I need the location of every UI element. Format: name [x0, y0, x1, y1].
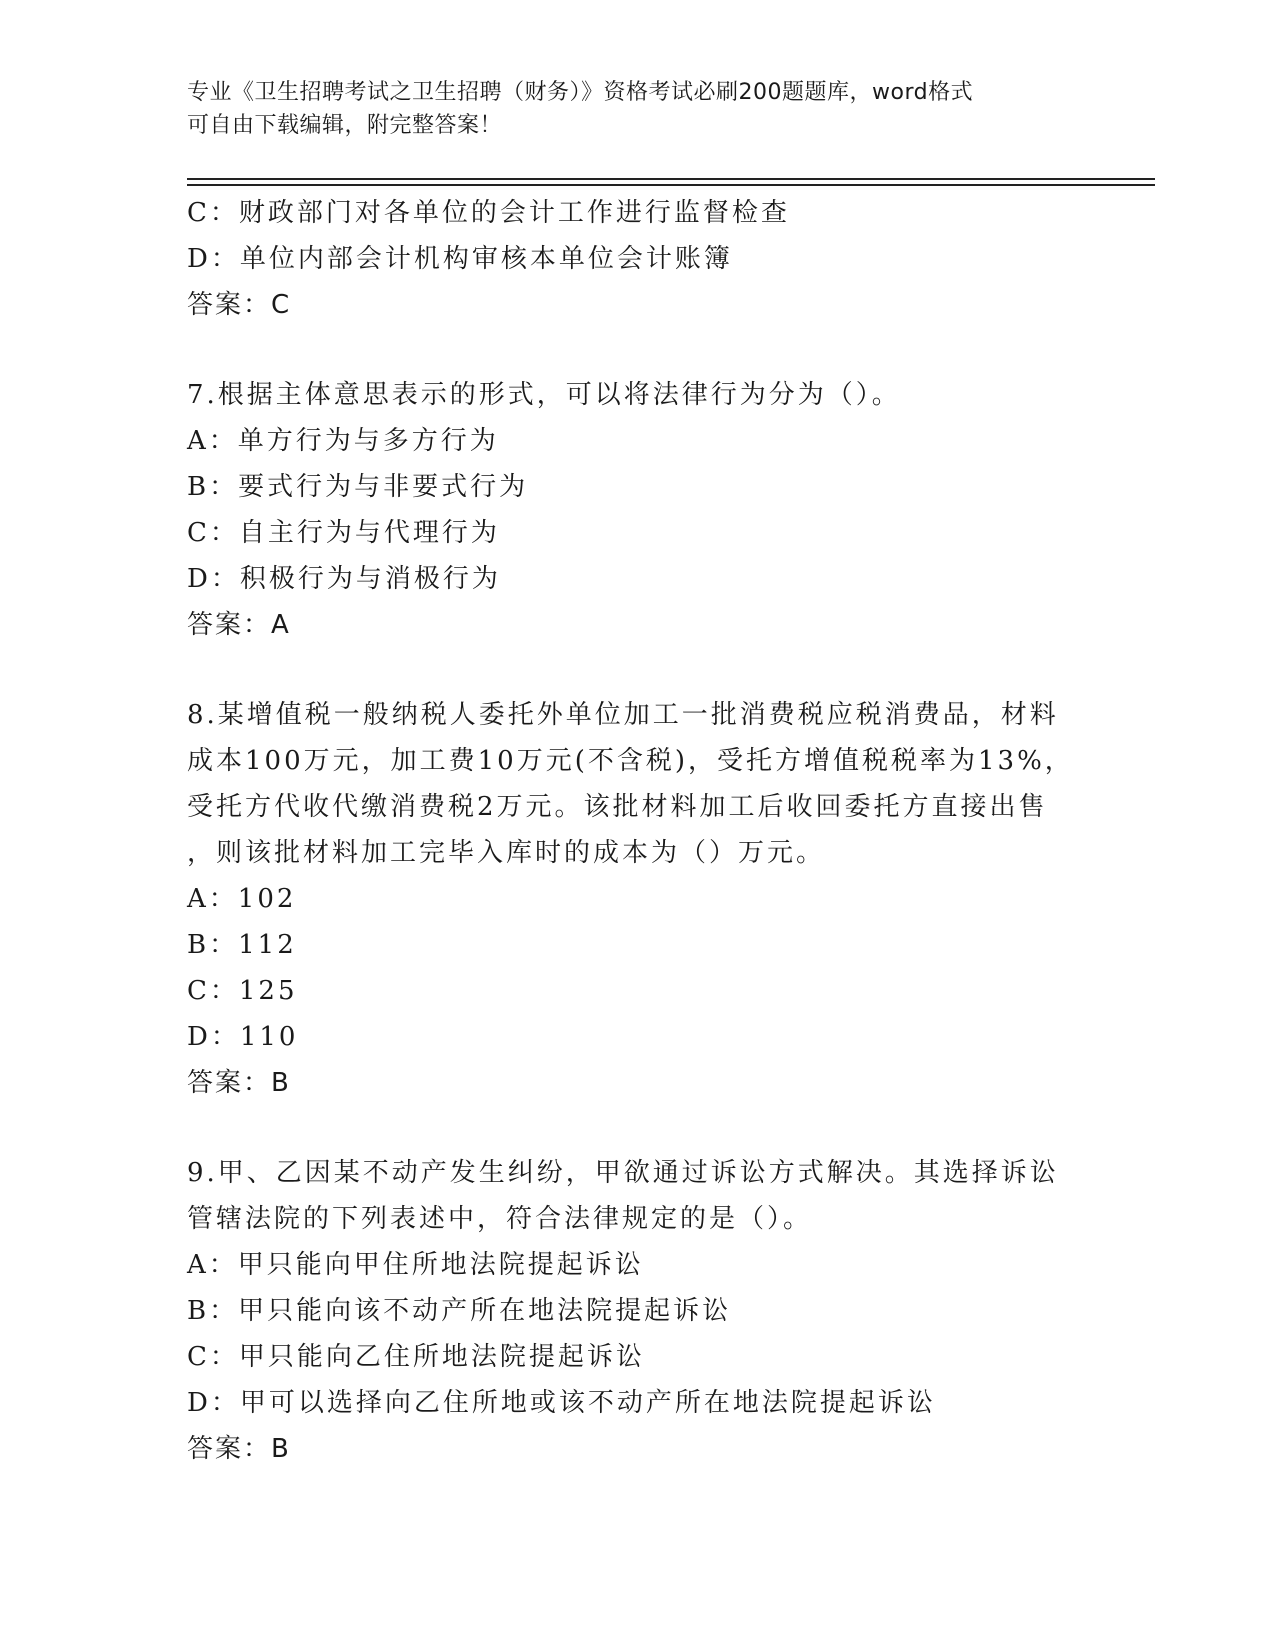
option-a: A：甲只能向甲住所地法院提起诉讼	[187, 1250, 644, 1280]
question-6-continued	[187, 190, 1087, 328]
spacer	[187, 648, 1087, 692]
stem-line: 7.根据主体意思表示的形式，可以将法律行为分为（）。	[187, 380, 901, 410]
stem-line: 受托方代收代缴消费税2万元。该批材料加工后收回委托方直接出售	[187, 792, 1048, 822]
option-b: B：112	[187, 930, 297, 960]
option-a: A：102	[187, 884, 297, 914]
stem-line: 9.甲、乙因某不动产发生纠纷，甲欲通过诉讼方式解决。其选择诉讼	[187, 1158, 1059, 1188]
option-b: B：甲只能向该不动产所在地法院提起诉讼	[187, 1296, 732, 1326]
header-divider-top	[187, 178, 1155, 180]
question-stem	[187, 372, 1067, 418]
question-9	[187, 1150, 1087, 1472]
option-c: C：财政部门对各单位的会计工作进行监督检查	[187, 198, 790, 228]
header-line-1: 专业《卫生招聘考试之卫生招聘（财务）》资格考试必刷200题题库，word格式	[187, 80, 974, 105]
stem-line: 8.某增值税一般纳税人委托外单位加工一批消费税应税消费品，材料	[187, 700, 1059, 730]
option-c: C：125	[187, 976, 298, 1006]
stem-line: 管辖法院的下列表述中，符合法律规定的是（）。	[187, 1204, 813, 1234]
answer: 答案：B	[187, 1068, 291, 1098]
answer: 答案：B	[187, 1434, 291, 1464]
answer: 答案：A	[187, 610, 291, 640]
document-header	[187, 76, 1067, 142]
option-d: D：110	[187, 1022, 299, 1052]
question-8	[187, 692, 1087, 1106]
spacer	[187, 1106, 1087, 1150]
option-d: D：单位内部会计机构审核本单位会计账簿	[187, 244, 733, 274]
option-d: D：积极行为与消极行为	[187, 564, 501, 594]
option-c: C：自主行为与代理行为	[187, 518, 500, 548]
option-d: D：甲可以选择向乙住所地或该不动产所在地法院提起诉讼	[187, 1388, 936, 1418]
question-stem	[187, 1150, 1067, 1242]
header-line-2: 可自由下载编辑，附完整答案！	[187, 113, 503, 138]
question-list	[187, 190, 1087, 1472]
spacer	[187, 328, 1087, 372]
stem-line: 成本100万元，加工费10万元(不含税)，受托方增值税税率为13%，	[187, 746, 1074, 776]
stem-line: ，则该批材料加工完毕入库时的成本为（）万元。	[187, 838, 826, 868]
header-divider-bottom	[187, 184, 1155, 186]
answer: 答案：C	[187, 290, 292, 320]
option-c: C：甲只能向乙住所地法院提起诉讼	[187, 1342, 645, 1372]
option-a: A：单方行为与多方行为	[187, 426, 499, 456]
question-7	[187, 372, 1087, 648]
question-stem	[187, 692, 1074, 876]
option-b: B：要式行为与非要式行为	[187, 472, 529, 502]
